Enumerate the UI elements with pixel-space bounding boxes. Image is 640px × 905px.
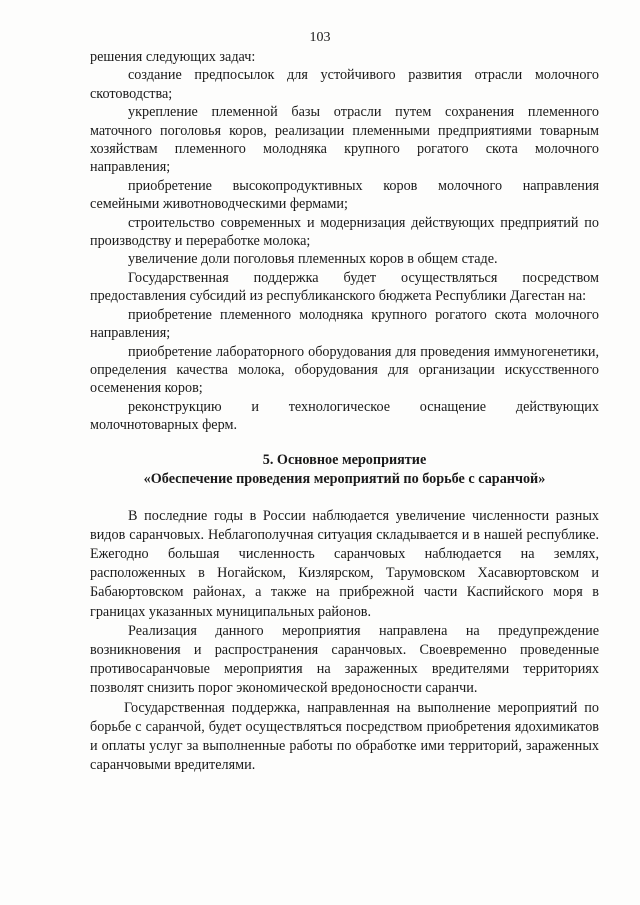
paragraph: увеличение доли поголовья племенных коров в общем стаде.	[128, 251, 498, 268]
paragraph: решения следующих задач:	[90, 49, 256, 65]
section-heading-line: 5. Основное мероприятие	[262, 451, 427, 468]
page-number: 103	[309, 30, 331, 45]
paragraph: создание предпосылок для устойчивого развития отрасли молочного скотоводства;	[90, 67, 599, 102]
section-heading-line: «Обеспечение проведения мероприятий по борьбе с саранчой»	[143, 470, 546, 487]
paragraph: строительство современных и модернизация действующих предприятий по производству и переработке молока;	[90, 214, 599, 250]
paragraph: В последние годы в России наблюдается увеличение численности разных видов саранчовых. Неблагополучная ситуация складывается и в нашей республике. Ежегодно большая численность саранчовых наблюдается на землях, расположенных в Ногайском, Кизлярском, Тарумовском Хасавюртовском и Бабаюртовском районах, а также на прибрежной части Каспийского моря в границах указанных муниципальных районов.	[90, 507, 599, 620]
paragraph: Государственная поддержка, направленная на выполнение мероприятий по борьбе с саранчой, будет осуществляться посредством приобретения ядохимикатов и оплаты услуг за выполненные работы по обработке ими территорий, зараженных саранчовыми вредителями.	[90, 699, 599, 774]
heading-spacer	[90, 489, 599, 507]
paragraph: приобретение племенного молодняка крупного рогатого скота молочного направления;	[90, 306, 599, 342]
document-body	[90, 48, 599, 775]
paragraph: Реализация данного мероприятия направлена на предупреждение возникновения и распространения саранчовых. Своевременно проведенные противосаранчовые мероприятия на зараженных вредителями территориях позволят снизить порог экономической вредоносности саранчи.	[90, 622, 599, 697]
paragraph: укрепление племенной базы отрасли путем сохранения племенного маточного поголовья коров, реализации племенными предприятиями товарным хозяйствам племенного молодняка крупного рогатого скота молочного направления;	[90, 104, 599, 176]
section-tasks	[90, 48, 599, 435]
paragraph: приобретение лабораторного оборудования для проведения иммуногенетики, определения качества молока, оборудования для организации искусственного осеменения коров;	[90, 343, 599, 397]
section-heading	[90, 451, 599, 489]
paragraph: Государственная поддержка будет осуществляться посредством предоставления субсидий из республиканского бюджета Республики Дагестан на:	[90, 269, 599, 305]
paragraph: реконструкцию и технологическое оснащение действующих молочнотоварных ферм.	[90, 398, 599, 434]
paragraph: приобретение высокопродуктивных коров молочного направления семейными животноводческими фермами;	[90, 177, 599, 213]
section-locust-control	[90, 507, 599, 776]
